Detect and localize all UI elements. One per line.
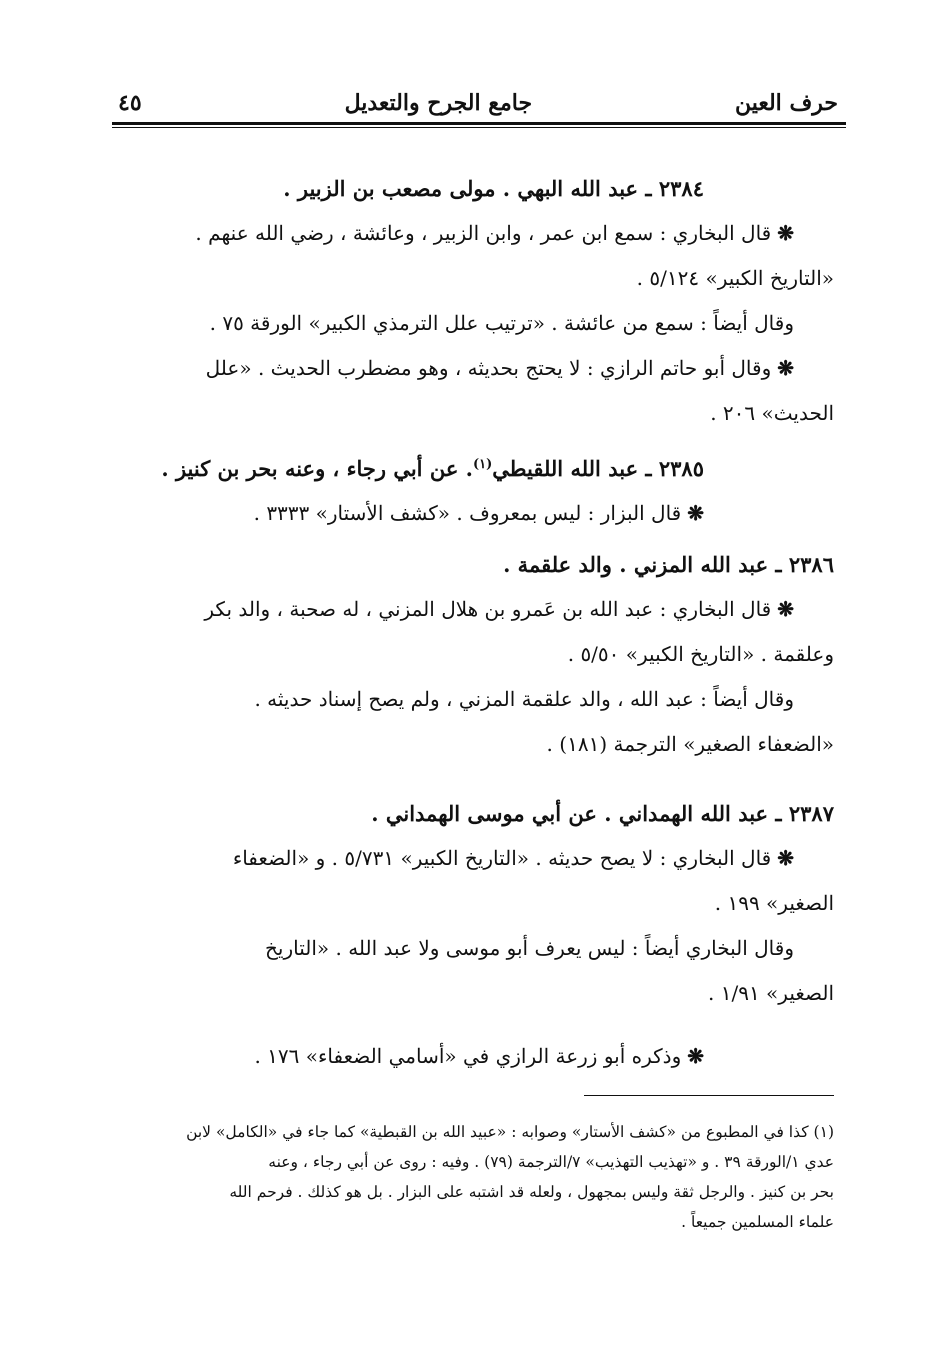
- bullet-icon: ❋: [777, 221, 794, 245]
- entry-line: ❋قال البزار : ليس بمعروف . «كشف الأستار» ٣٣٣٣ .: [253, 501, 704, 525]
- page-number: ٤٥: [118, 90, 142, 116]
- footnote-line: (١) كذا في المطبوع من «كشف الأستار» وصوابه : «عبيد الله بن القبطية» كما جاء في «الكامل» لابن: [186, 1123, 834, 1141]
- entry-title-2384: ٢٣٨٤ ـ عبد الله البهي . مولى مصعب بن الزبير .: [283, 176, 704, 201]
- header-book-title: جامع الجرح والتعديل: [344, 90, 533, 116]
- spacer: [120, 1016, 834, 1034]
- header-rule: [112, 122, 846, 128]
- bullet-icon: ❋: [687, 1044, 704, 1068]
- entry-title-2385: ٢٣٨٥ ـ عبد الله اللقيطي$^{(١)}$. عن أبي رجاء ، وعنه بحر بن كنيز .: [161, 456, 704, 481]
- entry-line: «الضعفاء الصغير» الترجمة (١٨١) .: [546, 732, 834, 756]
- footnote-line: علماء المسلمين جميعاً .: [681, 1213, 834, 1231]
- entry-line: ❋وذكره أبو زرعة الرازي في «أسامي الضعفاء» ١٧٦ .: [254, 1044, 704, 1068]
- running-header: [118, 86, 838, 120]
- entry-line: ❋قال البخاري : لا يصح حديثه . «التاريخ الكبير» ٥/٧٣١ . و «الضعفاء: [232, 846, 794, 870]
- entry-line: وعلقمة . «التاريخ الكبير» ٥/٥٠ .: [567, 642, 834, 666]
- footnote-line: عدي ١/الورقة ٣٩ . و «تهذيب التهذيب» ٧/الترجمة (٧٩) . وفيه : روى عن أبي رجاء ، وعنه: [268, 1153, 834, 1171]
- bullet-icon: ❋: [777, 846, 794, 870]
- entry-title-2386: ٢٣٨٦ ـ عبد الله المزني . والد علقمة .: [503, 552, 834, 577]
- header-section-title: حرف العين: [734, 90, 838, 116]
- entry-line: وقال أيضاً : سمع من عائشة . «ترتيب علل الترمذي الكبير» الورقة ٧٥ .: [209, 311, 794, 335]
- footnote-line: بحر بن كنيز . والرجل ثقة وليس بمجهول ، ولعله قد اشتبه على البزار . بل هو كذلك . فرحم الله: [229, 1183, 834, 1201]
- bullet-icon: ❋: [777, 356, 794, 380]
- entry-line: ❋قال البخاري : عبد الله بن عَمرو بن هلال المزني ، له صحبة ، والد بكر: [204, 597, 794, 621]
- bullet-icon: ❋: [687, 501, 704, 525]
- entry-line: الصغير» ١/٩١ .: [708, 981, 834, 1005]
- footnotes: [118, 1117, 834, 1237]
- entry-line: وقال أيضاً : عبد الله ، والد علقمة المزني ، ولم يصح إسناد حديثه .: [254, 687, 794, 711]
- entry-line: ❋وقال أبو حاتم الرازي : لا يحتج بحديثه ، وهو مضطرب الحديث . «علل: [205, 356, 794, 380]
- entry-line: الحديث» ٢٠٦ .: [710, 401, 834, 425]
- footnote-rule: [584, 1095, 834, 1096]
- footnote-marker: (١): [472, 457, 493, 472]
- entry-line: ❋قال البخاري : سمع ابن عمر ، وابن الزبير ، وعائشة ، رضي الله عنهم .: [195, 221, 794, 245]
- entry-line: وقال البخاري أيضاً : ليس يعرف أبو موسى ولا عبد الله . «التاريخ: [264, 936, 794, 960]
- entry-title-2387: ٢٣٨٧ ـ عبد الله الهمداني . عن أبي موسى الهمداني .: [371, 801, 834, 826]
- main-text: [120, 160, 834, 1079]
- spacer: [120, 767, 834, 785]
- bullet-icon: ❋: [777, 597, 794, 621]
- entry-line: الصغير» ١٩٩ .: [714, 891, 834, 915]
- entry-line: «التاريخ الكبير» ٥/١٢٤ .: [636, 266, 834, 290]
